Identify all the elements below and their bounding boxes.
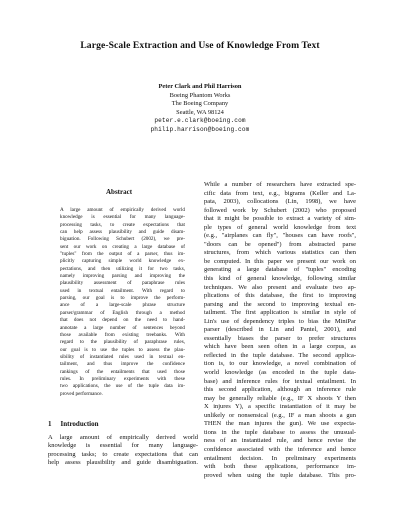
abstract-line: parsing, our goal is to improve the perform- — [60, 295, 185, 302]
abstract-line: those available from existing treebanks. With — [60, 331, 185, 338]
body-line: base) and inference rules for textual entailment. In — [204, 377, 356, 385]
body-line: parsing and the second to improving textual en- — [204, 300, 356, 308]
body-line: this kind of general knowledge, following similar — [204, 275, 356, 283]
abstract-line: rankings of the entailments that used those — [60, 368, 185, 375]
body-line: THEN the man injures the gun). We use expecta- — [204, 420, 356, 428]
author-org: Boeing Phantom Works — [169, 91, 231, 99]
abstract-line: our goal is to use the tuples to assess the plau- — [60, 346, 185, 353]
body-line: parser (described in Lin and Pantel, 2001), and — [204, 326, 356, 334]
abstract-line: A large amount of empirically derived world — [60, 207, 185, 213]
body-line: essentially biases the parser to prefer structures — [204, 334, 356, 342]
author-email-1: peter.e.clark@boeing.com — [154, 117, 246, 125]
intro-line: help assess plausibility and guide disambiguation. — [48, 459, 198, 467]
body-line: X injures Y), a specific instantiation of it may be — [204, 403, 356, 411]
body-line: plications of this database, the first to improving — [204, 292, 356, 300]
body-line: confidence associated with the inference and hence — [204, 445, 356, 453]
body-line: pata, 2003), collocations (Lin, 1998), we have — [204, 198, 356, 206]
intro-line: processing tasks; to create expectations that can — [48, 450, 198, 458]
body-line: proved when using the tuple database. This pro- — [204, 471, 356, 479]
intro-line: A large amount of empirically derived world — [48, 434, 198, 441]
abstract-line: plicitly capturing simple world knowledge ex- — [60, 258, 185, 265]
abstract-heading: Abstract — [106, 188, 133, 196]
body-line: be computed. In this paper we present our work on — [204, 257, 356, 265]
body-line: tions in the tuple database to assess the unusual- — [204, 428, 356, 436]
author-names: Peter Clark and Phil Harrison — [158, 83, 242, 90]
body-line: entailment decision. In preliminary experiments — [204, 454, 356, 462]
abstract-line: annotate a large number of sentences beyond — [60, 324, 185, 331]
body-line: world knowledge (as encoded in the tuple data- — [204, 369, 356, 377]
abstract-line: knowledge is essential for many language- — [60, 214, 185, 221]
intro-body — [48, 434, 198, 468]
paper-title: Large-Scale Extraction and Use of Knowledge From Text — [80, 40, 320, 51]
abstract-line: parser/grammar of English through a method — [60, 309, 185, 316]
section-heading — [48, 420, 99, 428]
body-line: ple types of general world knowledge from text — [204, 223, 356, 231]
body-line: this second application, although an inference rule — [204, 386, 356, 394]
abstract-line: used in textual entailment. With regard to — [60, 287, 185, 294]
body-line: While a number of researchers have extracted spe- — [204, 181, 356, 188]
abstract-line: sent our work on creating a large database of — [60, 243, 185, 250]
body-line: unlikely or nonsensical (e.g., IF a man shoots a gun — [204, 411, 356, 419]
body-line: (e.g., "airplanes can fly", "houses can have roofs", — [204, 232, 356, 240]
abstract-line: tailment, and thus improve the confidence — [60, 361, 185, 368]
abstract-body — [60, 207, 185, 398]
body-line: with both these applications, performance im- — [204, 463, 356, 471]
abstract-line: regard to the plausibility of paraphrase rules, — [60, 339, 185, 346]
abstract-line: that does not depend on the need to hand- — [60, 317, 185, 324]
abstract-line: sibility of instantiated rules used in textual en- — [60, 353, 185, 360]
author-email-2: philip.harrison@boeing.com — [150, 125, 250, 133]
body-line: Lin's use of dependency triples to bias the MiniPar — [204, 317, 356, 325]
abstract-line: pectations, and then utilizing it for two tasks, — [60, 265, 185, 272]
body-line: tion is, to our knowledge, a novel combination of — [204, 360, 356, 368]
abstract-line: rules. In preliminary experiments with these — [60, 375, 185, 382]
abstract-line: ance of a large-scale phrase structure — [60, 302, 185, 309]
body-line: which have been seen often in a large corpus, as — [204, 343, 356, 351]
right-column-body — [204, 181, 356, 480]
abstract-line: can help assess plausibility and guide disam- — [60, 229, 185, 236]
body-line: that it might be possible to extract a variety of sim- — [204, 215, 356, 223]
abstract-line: proved performance. — [60, 390, 103, 397]
author-company: The Boeing Company — [171, 100, 229, 108]
body-line: structures, from which various statistics can then — [204, 249, 356, 257]
abstract-line: namely improving parsing and improving the — [60, 273, 185, 280]
body-line: followed work by Schubert (2002) who proposed — [204, 206, 356, 214]
body-line: ness of an instantiated rule, and hence revise the — [204, 437, 356, 445]
author-city: Seattle, WA 98124 — [176, 108, 224, 116]
author-block — [0, 83, 400, 135]
body-line: "doors can be opened") from abstracted parse — [204, 240, 356, 248]
body-line: generating a large database of "tuples" encoding — [204, 266, 356, 274]
section-title: Introduction — [60, 420, 99, 428]
abstract-line: biguation. Following Schubert (2002), we pre- — [60, 236, 185, 243]
body-line: tailment. The first application is similar in style of — [204, 309, 356, 317]
abstract-line: two applications, the use of the tuple data im- — [60, 383, 185, 390]
body-line: techniques. We also present and evaluate two ap- — [204, 283, 356, 291]
body-line: may be generally reliable (e.g., IF X shoots Y then — [204, 394, 356, 402]
section-number: 1 — [48, 420, 52, 428]
abstract-line: plausibility assessment of paraphrase rules — [60, 280, 185, 287]
abstract-line: "tuples" from the output of a parser, thus im- — [60, 251, 185, 258]
abstract-line: processing tasks, to create expectations that — [60, 221, 185, 228]
body-line: reflected in the tuple database. The second applica- — [204, 351, 356, 359]
intro-line: knowledge is essential for many language- — [48, 442, 198, 450]
body-line: cific data from text, e.g., bigrams (Keller and La- — [204, 189, 356, 197]
